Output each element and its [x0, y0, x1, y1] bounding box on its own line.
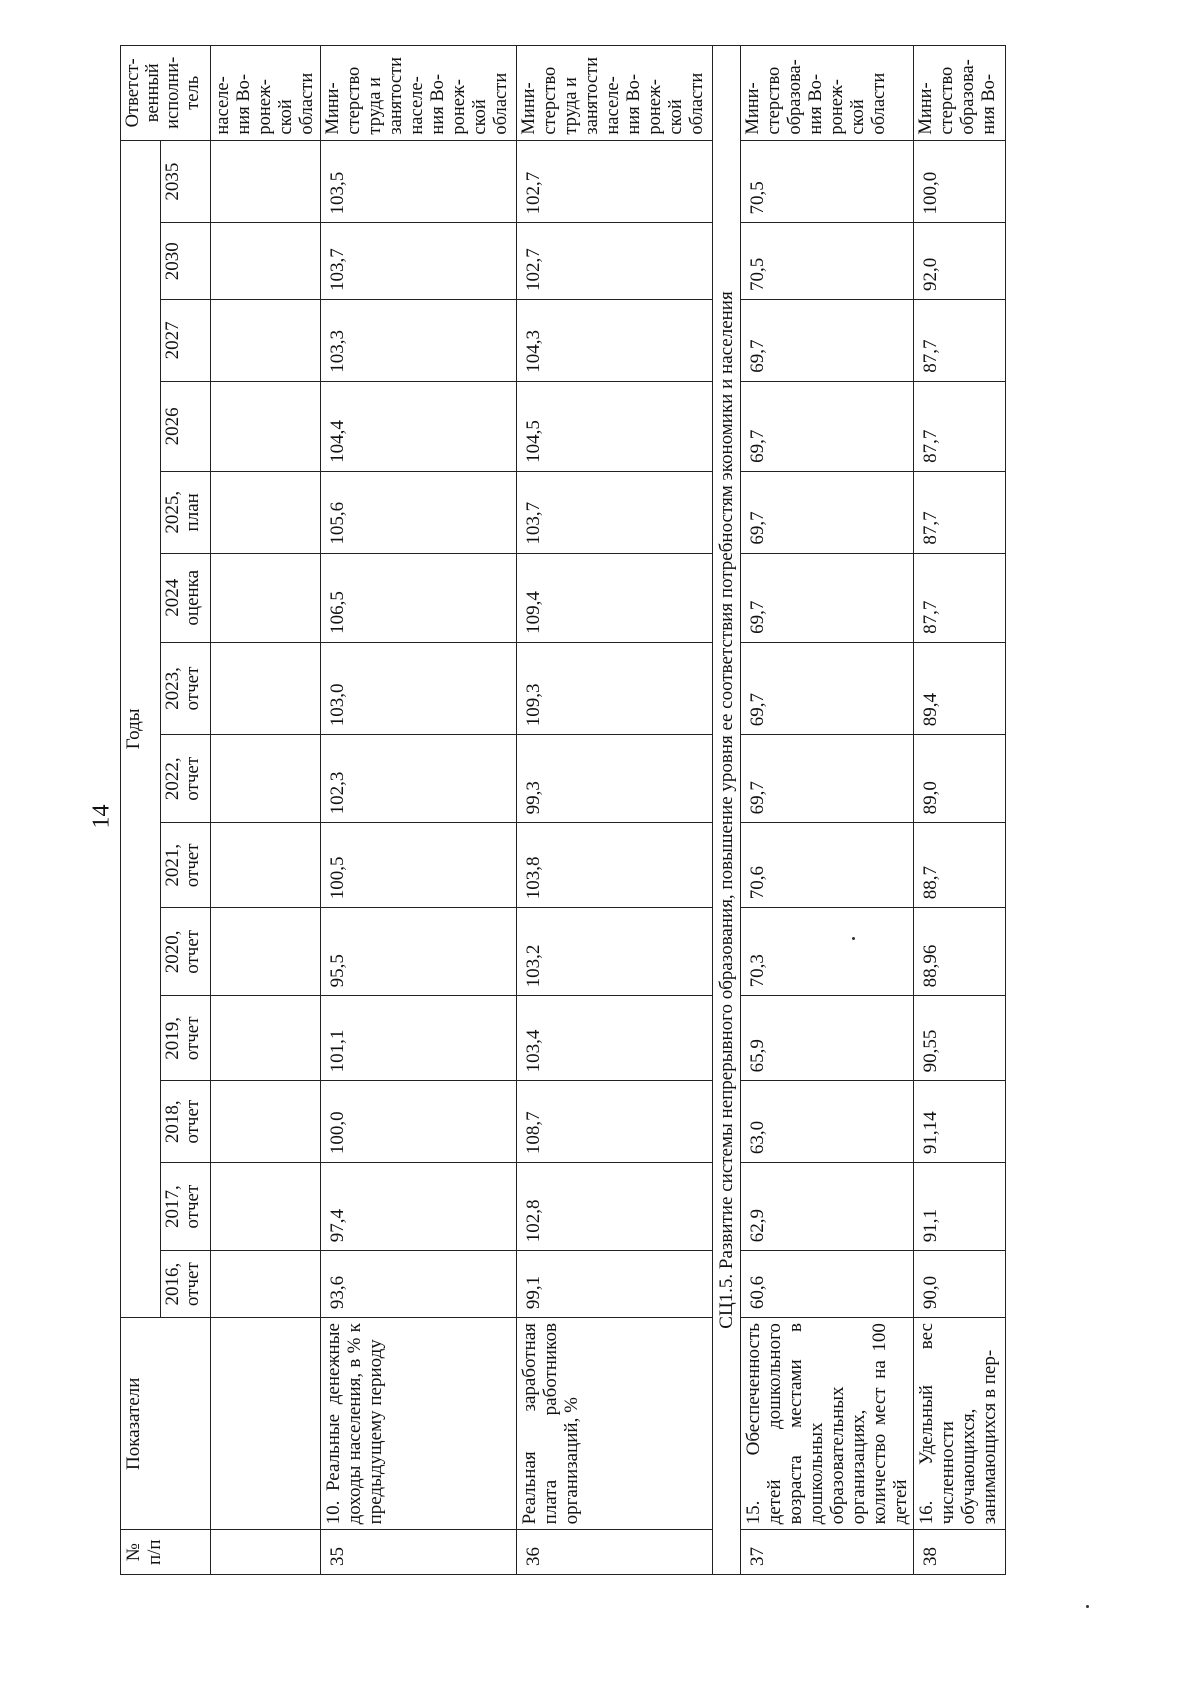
- header-year: 2024 оценка: [161, 553, 211, 642]
- value-cell: 103,8: [517, 823, 713, 908]
- header-year: 2017, отчет: [161, 1163, 211, 1251]
- value-cell: 69,7: [741, 553, 914, 642]
- section-row: [713, 46, 741, 1575]
- value-cell: 69,7: [741, 642, 914, 734]
- value-cell: 100,0: [321, 1081, 517, 1163]
- value-cell: 102,7: [517, 223, 713, 299]
- responsible-cell: населе- ния Во- ронеж- ской области: [211, 46, 321, 141]
- value-cell: 99,3: [517, 735, 713, 823]
- value-cell: 104,4: [321, 381, 517, 471]
- value-cell: 93,6: [321, 1251, 517, 1318]
- section-heading: СЦ1.5. Развитие системы непрерывного образования, повышение уровня ее соответствия потребностям экономики и населения: [713, 46, 741, 1575]
- header-year: 2030: [161, 223, 211, 299]
- value-cell: 70,3: [741, 908, 914, 996]
- value-cell: 103,0: [321, 642, 517, 734]
- header-year: 2016, отчет: [161, 1251, 211, 1318]
- value-cell: 104,3: [517, 299, 713, 381]
- value-cell: 70,6: [741, 823, 914, 908]
- value-cell: 90,0: [914, 1251, 1006, 1318]
- header-year: 2018, отчет: [161, 1081, 211, 1163]
- table-row: [517, 46, 713, 1575]
- value-cell: 102,8: [517, 1163, 713, 1251]
- indicator-name: 10. Реальные денежные доходы населения, в % к предыдущему периоду: [321, 1318, 517, 1530]
- value-cell: 100,5: [321, 823, 517, 908]
- header-year: 2020, отчет: [161, 908, 211, 996]
- header-year: 2027: [161, 299, 211, 381]
- value-cell: 70,5: [741, 140, 914, 223]
- responsible-cell: Мини- стерство труда и занятости населе- ния Во- ронеж- ской области: [517, 46, 713, 141]
- value-cell: 103,7: [321, 223, 517, 299]
- value-cell: 100,0: [914, 140, 1006, 223]
- value-cell: 103,5: [321, 140, 517, 223]
- value-cell: 106,5: [321, 553, 517, 642]
- rotated-table-container: [120, 45, 1120, 1575]
- header-year: 2026: [161, 381, 211, 471]
- header-year: 2021, отчет: [161, 823, 211, 908]
- value-cell: 65,9: [741, 996, 914, 1081]
- value-cell: 103,7: [517, 471, 713, 553]
- indicator-name: Реальная заработная плата работников организаций, %: [517, 1318, 713, 1530]
- indicator-name: 15. Обеспеченность детей дошкольного возраста местами в дошкольных образовательных организациях, количество мест на 100 детей: [741, 1318, 914, 1530]
- value-cell: 63,0: [741, 1081, 914, 1163]
- value-cell: 109,3: [517, 642, 713, 734]
- value-cell: 62,9: [741, 1163, 914, 1251]
- value-cell: 103,2: [517, 908, 713, 996]
- header-years-group: Годы: [121, 140, 161, 1317]
- value-cell: 70,5: [741, 223, 914, 299]
- table-row: [741, 46, 914, 1575]
- value-cell: 91,14: [914, 1081, 1006, 1163]
- value-cell: 97,4: [321, 1163, 517, 1251]
- value-cell: 87,7: [914, 471, 1006, 553]
- header-no: № п/п: [121, 1530, 211, 1575]
- value-cell: 87,7: [914, 553, 1006, 642]
- row-number: 35: [321, 1530, 517, 1575]
- value-cell: 69,7: [741, 299, 914, 381]
- responsible-cell: Мини- стерство образова- ния Во-: [914, 46, 1006, 141]
- value-cell: 69,7: [741, 381, 914, 471]
- value-cell: 103,4: [517, 996, 713, 1081]
- scan-speck: [1086, 1605, 1089, 1608]
- value-cell: 87,7: [914, 381, 1006, 471]
- value-cell: 109,4: [517, 553, 713, 642]
- value-cell: 91,1: [914, 1163, 1006, 1251]
- table-row: [321, 46, 517, 1575]
- row-number: 37: [741, 1530, 914, 1575]
- value-cell: 102,3: [321, 735, 517, 823]
- table-row: [914, 46, 1006, 1575]
- row-number: 38: [914, 1530, 1006, 1575]
- value-cell: 92,0: [914, 223, 1006, 299]
- value-cell: 90,55: [914, 996, 1006, 1081]
- value-cell: 89,4: [914, 642, 1006, 734]
- value-cell: 87,7: [914, 299, 1006, 381]
- value-cell: 88,96: [914, 908, 1006, 996]
- header-year: 2023, отчет: [161, 642, 211, 734]
- value-cell: 99,1: [517, 1251, 713, 1318]
- value-cell: 103,3: [321, 299, 517, 381]
- row-number: 36: [517, 1530, 713, 1575]
- page-number: 14: [88, 804, 115, 829]
- header-indicator: Показатели: [121, 1318, 211, 1530]
- header-year: 2035: [161, 140, 211, 223]
- value-cell: 108,7: [517, 1081, 713, 1163]
- responsible-cell: Мини- стерство образова- ния Во- ронеж- ской области: [741, 46, 914, 141]
- value-cell: 60,6: [741, 1251, 914, 1318]
- responsible-cell: Мини- стерство труда и занятости населе- ния Во- ронеж- ской области: [321, 46, 517, 141]
- value-cell: 88,7: [914, 823, 1006, 908]
- scan-speck: [852, 937, 855, 940]
- header-year: 2022, отчет: [161, 735, 211, 823]
- header-year: 2025, план: [161, 471, 211, 553]
- table-row-continuation: [211, 46, 321, 1575]
- indicators-table: [120, 45, 1006, 1575]
- value-cell: 102,7: [517, 140, 713, 223]
- value-cell: 95,5: [321, 908, 517, 996]
- value-cell: 69,7: [741, 471, 914, 553]
- value-cell: 89,0: [914, 735, 1006, 823]
- value-cell: 104,5: [517, 381, 713, 471]
- header-responsible: Ответст- венный исполни- тель: [121, 46, 211, 141]
- indicator-name: 16. Удельный вес численности обучающихся, занимающихся в пер-: [914, 1318, 1006, 1530]
- value-cell: 105,6: [321, 471, 517, 553]
- header-year: 2019, отчет: [161, 996, 211, 1081]
- value-cell: 69,7: [741, 735, 914, 823]
- value-cell: 101,1: [321, 996, 517, 1081]
